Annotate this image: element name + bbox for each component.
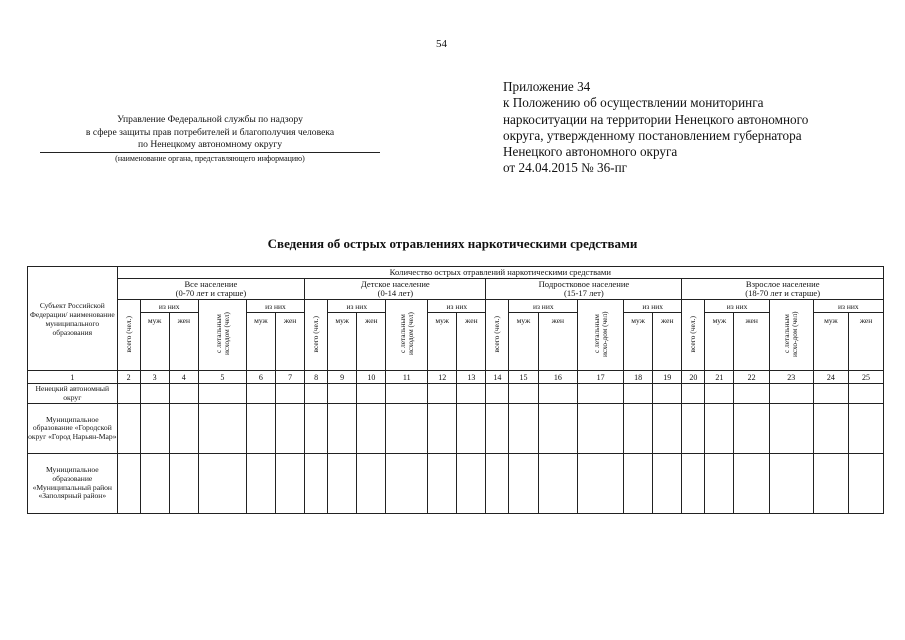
appendix-line: округа, утвержденному постановлением губернатора: [503, 127, 802, 143]
of-them-header: из них: [428, 300, 486, 313]
female-header: жен: [734, 313, 769, 371]
column-number: 20: [682, 371, 705, 384]
male-header: муж: [246, 313, 275, 371]
female-header: жен: [169, 313, 198, 371]
of-them-header: из них: [140, 300, 198, 313]
appendix-line: Ненецкого автономного округа: [503, 144, 678, 160]
row-label: Муниципальное образование «Городской округ «Город Нарьян-Мар»: [28, 404, 118, 454]
row-label: Ненецкий автономный округ: [28, 384, 118, 404]
male-header: муж: [509, 313, 538, 371]
agency-line: Управление Федеральной службы по надзору: [117, 114, 303, 125]
of-them-header: из них: [246, 300, 304, 313]
male-header: муж: [328, 313, 357, 371]
subject-header: Субъект Российской Федерации/ наименование муниципального образования: [28, 267, 118, 371]
total-header: всего (чел.): [117, 300, 140, 371]
group-header: Взрослое население (18-70 лет и старше): [682, 279, 884, 300]
female-header: жен: [849, 313, 884, 371]
column-number: 12: [428, 371, 457, 384]
fatal-header: с летальным исхо-дом (чел): [578, 300, 624, 371]
of-them-header: из них: [328, 300, 386, 313]
group-header: Подростковое население (15-17 лет): [486, 279, 682, 300]
agency-line: в сфере защиты прав потребителей и благополучия человека: [85, 126, 335, 138]
table-row: [28, 404, 884, 454]
of-them-header: из них: [509, 300, 578, 313]
total-header: всего (чел.): [305, 300, 328, 371]
column-number: 7: [276, 371, 305, 384]
female-header: жен: [538, 313, 578, 371]
male-header: муж: [813, 313, 848, 371]
table-row: [28, 384, 884, 404]
main-header: Количество острых отравлений наркотическими средствами: [117, 267, 883, 279]
female-header: жен: [457, 313, 486, 371]
appendix-line: к Положению об осуществлении мониторинга: [503, 95, 764, 111]
male-header: муж: [624, 313, 653, 371]
of-them-header: из них: [624, 300, 682, 313]
fatal-header: с летальным исходом (чел): [198, 300, 246, 371]
column-number: 19: [653, 371, 682, 384]
of-them-header: из них: [813, 300, 883, 313]
column-number: 23: [769, 371, 813, 384]
female-header: жен: [276, 313, 305, 371]
column-number: 13: [457, 371, 486, 384]
column-number: 14: [486, 371, 509, 384]
total-header: всего (чел.): [486, 300, 509, 371]
column-number: 3: [140, 371, 169, 384]
column-number: 17: [578, 371, 624, 384]
column-number: 11: [386, 371, 428, 384]
column-number: 25: [849, 371, 884, 384]
column-number: 2: [117, 371, 140, 384]
agency-block: [40, 114, 380, 164]
column-number: 10: [357, 371, 386, 384]
appendix-line: от 24.04.2015 № 36-пг: [503, 160, 628, 176]
appendix-line: Приложение 34: [503, 79, 591, 94]
report-table: [27, 266, 884, 514]
column-number: 5: [198, 371, 246, 384]
of-them-header: из них: [705, 300, 770, 313]
column-number: 22: [734, 371, 769, 384]
appendix-line: наркоситуации на территории Ненецкого автономного: [503, 111, 809, 127]
appendix-block: [503, 79, 833, 177]
column-number: 24: [813, 371, 848, 384]
row-label: Муниципальное образование «Муниципальный район «Заполярный район»: [28, 454, 118, 514]
column-number: 1: [28, 371, 118, 384]
agency-caption: (наименование органа, представляющего информацию): [115, 153, 305, 163]
column-number: 9: [328, 371, 357, 384]
column-number: 4: [169, 371, 198, 384]
column-number: 8: [305, 371, 328, 384]
male-header: муж: [428, 313, 457, 371]
column-number: 16: [538, 371, 578, 384]
fatal-header: с летальным исхо-дом (чел): [769, 300, 813, 371]
total-header: всего (чел.): [682, 300, 705, 371]
table-row: [28, 454, 884, 514]
column-number: 21: [705, 371, 734, 384]
fatal-header: с летальным исходом (чел): [386, 300, 428, 371]
page-number: 54: [436, 38, 447, 50]
group-header: Все население (0-70 лет и старше): [117, 279, 305, 300]
group-header: Детское население (0-14 лет): [305, 279, 486, 300]
female-header: жен: [653, 313, 682, 371]
column-number: 15: [509, 371, 538, 384]
document-title: Сведения об острых отравлениях наркотическими средствами: [267, 236, 638, 251]
male-header: муж: [140, 313, 169, 371]
male-header: муж: [705, 313, 734, 371]
column-number: 6: [246, 371, 275, 384]
column-number-row: [28, 371, 884, 384]
column-number: 18: [624, 371, 653, 384]
agency-line: по Ненецкому автономному округу: [40, 139, 380, 153]
female-header: жен: [357, 313, 386, 371]
